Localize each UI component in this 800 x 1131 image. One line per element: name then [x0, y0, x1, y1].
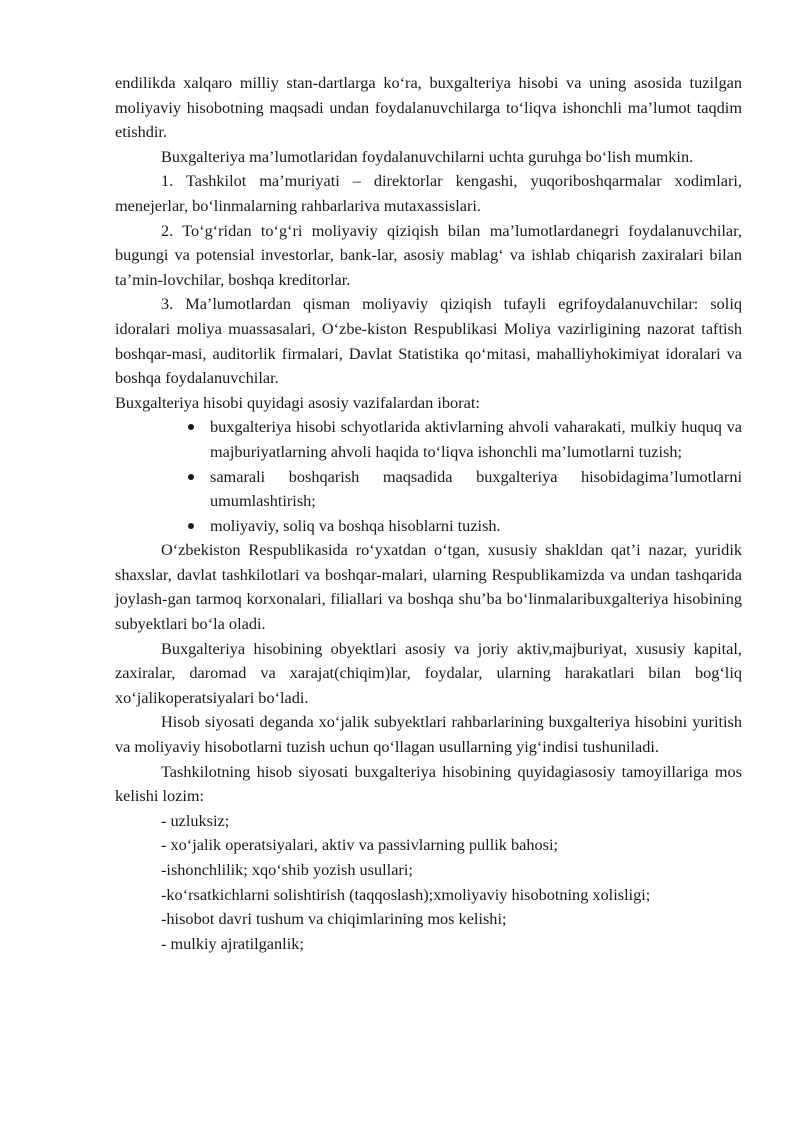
- list-item-text: moliyaviy, soliq va boshqa hisoblarni tuzish.: [210, 515, 501, 535]
- paragraph: 1. Tashkilot ma’muriyati – direktorlar kengashi, yuqoriboshqarmalar xodimlari, menejerlar, bo‘linmalarning rahbarlariva mutaxassislari.: [115, 171, 742, 215]
- paragraph: Buxgalteriya hisobining obyektlari asosiy va joriy aktiv,majburiyat, xususiy kapital, zaxiralar, daromad va xarajat(chiqim)lar, foydalar, ularning harakatlari bilan bog‘liq xo‘jalikoperatsiyalari bo‘ladi.: [115, 638, 742, 707]
- bullet-icon: [188, 424, 194, 430]
- list-item-text: buxgalteriya hisobi schyotlarida aktivlarning ahvoli vaharakati, mulkiy huquq va majburiyatlarning ahvoli haqida to‘liqva ishonchli ma’lumotlarni tuzish;: [210, 417, 742, 461]
- paragraph: 2. To‘g‘ridan to‘g‘ri moliyaviy qiziqish bilan ma’lumotlardanegri foydalanuvchilar, bugungi va potensial investorlar, bank-lar, asosiy mablag‘ va ishlab chiqarish zaxiralari bilan ta’min-lovchilar, boshqa kreditorlar.: [115, 220, 742, 289]
- list-item: -ko‘rsatkichlarni solishtirish (taqqoslash);xmoliyaviy hisobotning xolisligi;: [161, 884, 651, 904]
- paragraph: 3. Ma’lumotlardan qisman moliyaviy qiziqish tufayli egrifoydalanuvchilar: soliq idoralari moliya muassasalari, O‘zbe-kiston Respublikasi Moliya vazirligining nazorat taftish boshqar-masi, auditorlik firmalari, Davlat Statistika qo‘mitasi, mahalliyhokimiyat idoralari va boshqa foydalanuvchilar.: [115, 294, 742, 388]
- paragraph: Buxgalteriya hisobi quyidagi asosiy vazifalardan iborat:: [115, 392, 480, 412]
- bullet-icon: [188, 523, 194, 529]
- dash-list: [115, 809, 742, 957]
- bullet-icon: [188, 474, 194, 480]
- paragraph: Hisob siyosati deganda xo‘jalik subyektlari rahbarlarining buxgalteriya hisobini yuritish va moliyaviy hisobotlarni tuzish uchun qo‘llagan usullarning yig‘indisi tushuniladi.: [115, 712, 742, 757]
- document-page: [115, 71, 742, 956]
- list-item: - mulkiy ajratilganlik;: [161, 933, 304, 953]
- list-item: -ishonchlilik; xqo‘shib yozish usullari;: [161, 860, 413, 879]
- list-item: - xo‘jalik operatsiyalari, aktiv va passivlarning pullik bahosi;: [161, 835, 558, 855]
- list-item: [210, 514, 742, 539]
- paragraph: Buxgalteriya ma’lumotlaridan foydalanuvchilarni uchta guruhga bo‘lish mumkin.: [161, 146, 694, 166]
- list-item: [210, 465, 742, 514]
- paragraph: endilikda xalqaro milliy stan-dartlarga ko‘ra, buxgalteriya hisobi va uning asosida tuzilgan moliyaviy hisobotning maqsadi undan foydalanuvchilarga to‘liqva ishonchli ma’lumot taqdim etishdir.: [115, 73, 742, 142]
- list-item: - uzluksiz;: [161, 810, 230, 830]
- paragraph: Tashkilotning hisob siyosati buxgalteriya hisobining quyidagiasosiy tamoyillariga mos kelishi lozim:: [115, 761, 742, 806]
- list-item: [210, 415, 742, 464]
- list-item-text: samarali boshqarish maqsadida buxgalteriya hisobidagima’lumotlarni umumlashtirish;: [210, 466, 742, 511]
- paragraph: O‘zbekiston Respublikasida ro‘yxatdan o‘tgan, xususiy shakldan qat’i nazar, yuridik shaxslar, davlat tashkilotlari va boshqar-malari, ularning Respublikamizda va undan tashqarida joylash-gan tarmoq korxonalari, filiallari va boshqa shu’ba bo‘linmalaribuxgalteriya hisobining subyektlari bo‘la oladi.: [115, 540, 742, 634]
- bullet-list: [115, 415, 742, 538]
- list-item: -hisobot davri tushum va chiqimlarining mos kelishi;: [161, 909, 507, 929]
